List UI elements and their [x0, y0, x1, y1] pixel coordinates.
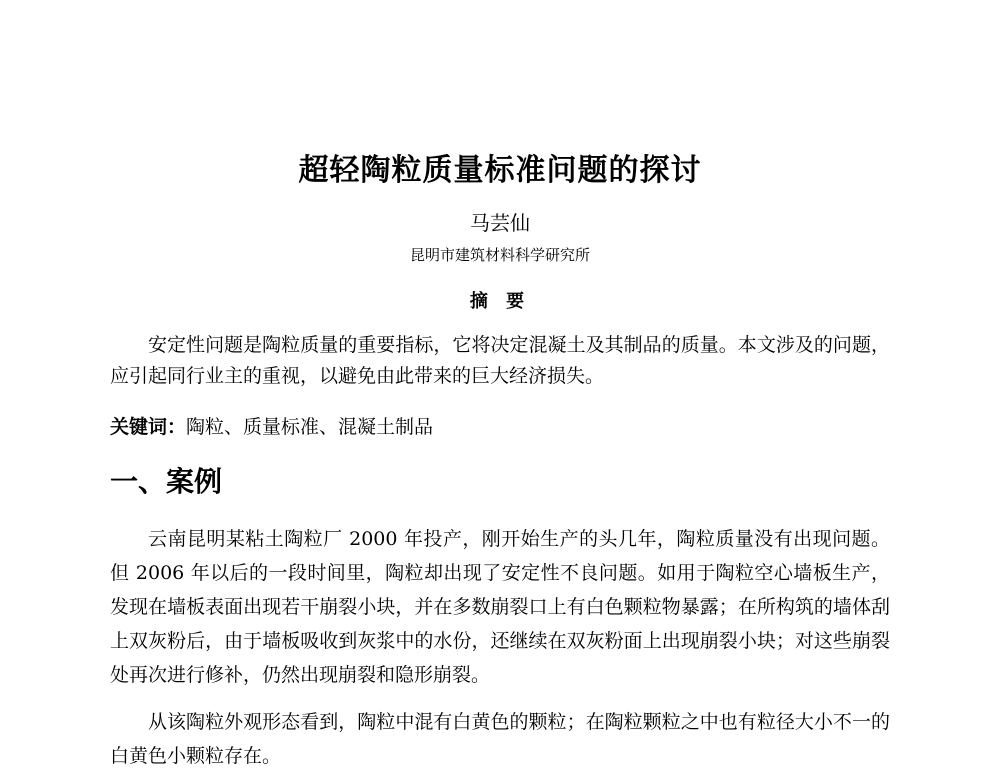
- keywords-label: 关键词：: [110, 416, 187, 438]
- keywords-text: 陶粒、质量标准、混凝土制品: [186, 416, 434, 438]
- abstract-text: 安定性问题是陶粒质量的重要指标，它将决定混凝土及其制品的质量。本文涉及的问题，应引起同行业主的重视，以避免由此带来的巨大经济损失。: [110, 334, 890, 387]
- abstract-heading: 摘 要: [469, 291, 531, 312]
- paper-title: 超轻陶粒质量标准问题的探讨: [298, 153, 702, 188]
- body-paragraph: 云南昆明某粘土陶粒厂 2000 年投产，刚开始生产的头几年，陶粒质量没有出现问题。但 2006 年以后的一段时间里，陶粒却出现了安定性不良问题。如用于陶粒空心墙板生产，发现在墙板表面出现若干崩裂小块，并在多数崩裂口上有白色颗粒物暴露；在所构筑的墙体刮上双灰粉后，由于墙板吸收到灰浆中的水份，还继续在双灰粉面上出现崩裂小块；对这些崩裂处再次进行修补，仍然出现崩裂和隐形崩裂。: [110, 528, 890, 686]
- section-heading: 一、案例: [110, 465, 223, 498]
- author-name: 马芸仙: [470, 211, 530, 235]
- keywords-line: [110, 412, 890, 443]
- body-paragraph: 从该陶粒外观形态看到，陶粒中混有白黄色的颗粒；在陶粒颗粒之中也有粒径大小不一的白黄色小颗粒存在。: [110, 711, 890, 767]
- author-affiliation: 昆明市建筑材料科学研究所: [409, 246, 590, 264]
